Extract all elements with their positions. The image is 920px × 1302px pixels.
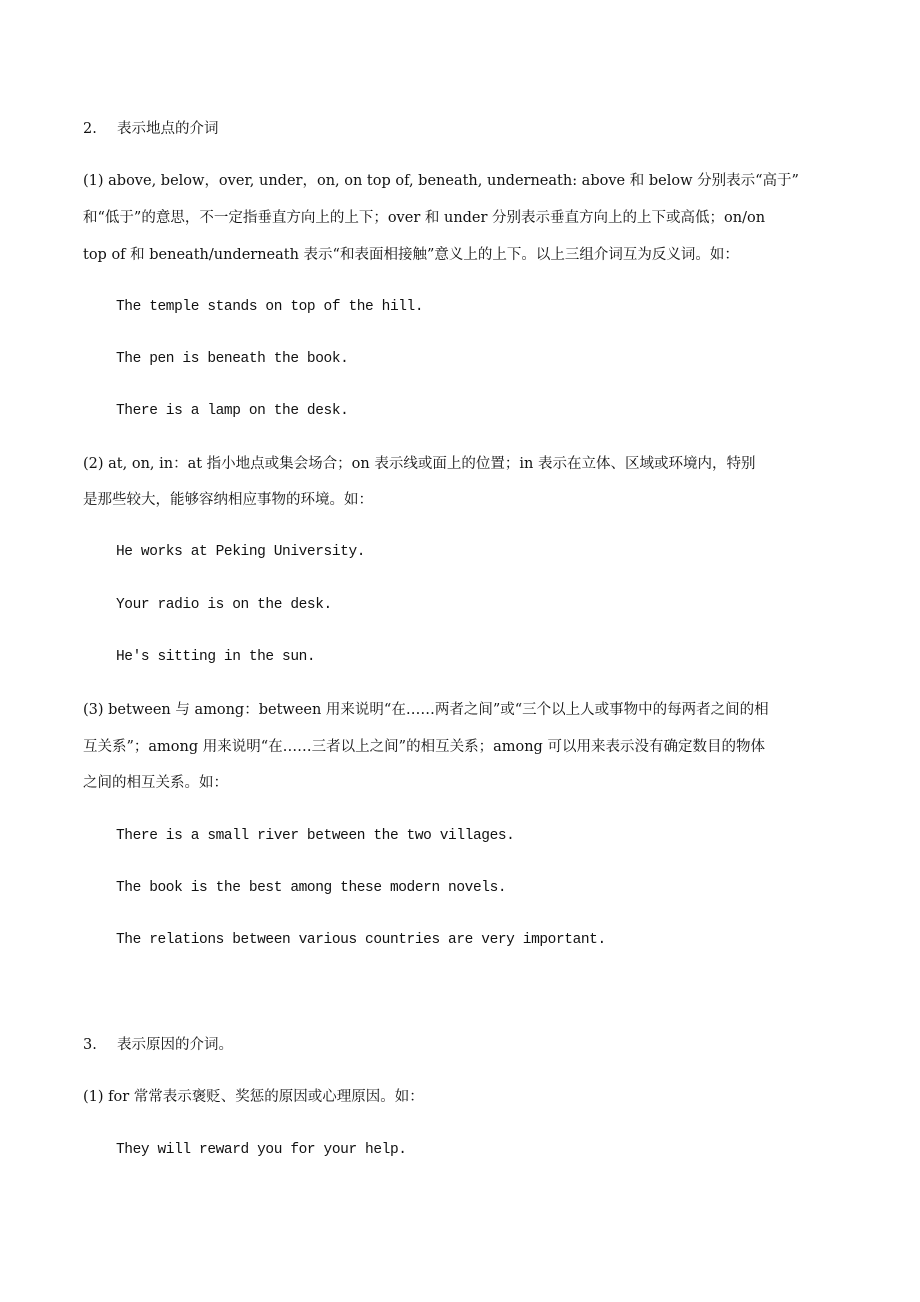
example-sentence: The pen is beneath the book. [116, 351, 349, 367]
section-title: 表示地点的介词 [117, 121, 219, 137]
paragraph-line: 是那些较大，能够容纳相应事物的环境。如： [83, 492, 373, 508]
example-sentence: There is a lamp on the desk. [116, 403, 349, 419]
section-title: 表示原因的介词。 [117, 1037, 233, 1053]
example-sentence: He works at Peking University. [116, 544, 366, 560]
example-sentence: The book is the best among these modern novels. [116, 880, 507, 896]
paragraph-line: (3) between 与 among：between 用来说明“在……两者之间”或“三个以上人或事物中的每两者之间的相 [83, 702, 769, 718]
example-sentence: They will reward you for your help. [116, 1142, 407, 1158]
paragraph-line: 之间的相互关系。如： [83, 775, 228, 791]
paragraph-line: top of 和 beneath/underneath 表示“和表面相接触”意义上的上下。以上三组介词互为反义词。如： [83, 247, 739, 263]
section-heading [83, 119, 219, 139]
example-sentence: The temple stands on top of the hill. [116, 299, 424, 315]
example-sentence: He's sitting in the sun. [116, 649, 316, 665]
example-sentence: Your radio is on the desk. [116, 597, 332, 613]
paragraph-line: 和“低于”的意思，不一定指垂直方向上的上下；over 和 under 分别表示垂直方向上的上下或高低；on/on [83, 210, 766, 226]
section-number: 3. [83, 1037, 97, 1053]
example-sentence: The relations between various countries are very important. [116, 932, 606, 948]
paragraph-line: (1) above, below，over, under，on, on top of, beneath, underneath: above 和 below 分别表示“高于” [83, 173, 799, 189]
paragraph-line: (1) for 常常表示褒贬、奖惩的原因或心理原因。如： [83, 1089, 424, 1105]
paragraph-line: 互关系”；among 用来说明“在……三者以上之间”的相互关系；among 可以用来表示没有确定数目的物体 [83, 739, 765, 755]
example-sentence: There is a small river between the two villages. [116, 828, 515, 844]
section-number: 2. [83, 121, 97, 137]
section-heading [83, 1035, 233, 1055]
paragraph-line: (2) at, on, in：at 指小地点或集会场合；on 表示线或面上的位置；in 表示在立体、区域或环境内，特别 [83, 456, 756, 472]
